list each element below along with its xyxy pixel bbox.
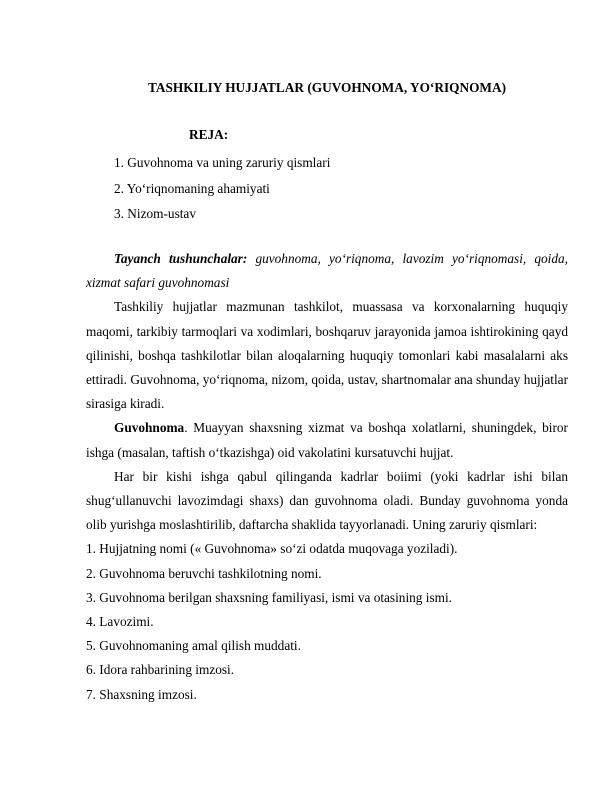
definition-paragraph [86, 416, 568, 464]
list-item: 3. Guvohnoma berilgan shaxsning familiyasi, ismi va otasining ismi. [86, 589, 452, 605]
required-parts-list [86, 537, 568, 706]
definition-text: . Muayyan shaxsning xizmat va boshqa xolatlarni, shuningdek, biror ishga (masalan, taftish o‘tkazishga) oid vakolatini kursatuvchi hujjat. [86, 420, 568, 460]
plan-item: 1. Guvohnoma va uning zaruriy qismlari [114, 155, 331, 170]
document-title: TASHKILIY HUJJATLAR (GUVOHNOMA, YO‘RIQNOMA) [147, 80, 506, 95]
list-item: 1. Hujjatning nomi (« Guvohnoma» so‘zi odatda muqovaga yoziladi). [86, 541, 458, 557]
plan-list [114, 150, 330, 227]
list-item: 7. Shaxsning imzosi. [86, 686, 197, 702]
definition-term: Guvohnoma [114, 420, 185, 436]
list-item: 6. Idora rahbarining imzosi. [86, 662, 235, 678]
document-body [86, 247, 568, 707]
list-item: 5. Guvohnomaning amal qilish muddati. [86, 638, 301, 654]
list-item: 2. Guvohnoma beruvchi tashkilotning nomi. [86, 565, 322, 581]
intro-paragraph: Tashkiliy hujjatlar mazmunan tashkilot, muassasa va korxonalarning huquqiy maqomi, tarkibiy tarmoqlari va xodimlari, boshqaruv jarayonida jamoa ishtirokining qayd qilinishi, boshqa tashkilotlar bilan aloqalarning huquqiy tomonlari kabi masalalarni aks ettiradi. Guvohnoma, yo‘riqnoma, nizom, qoida, ustav, shartnomalar ana shunday hujjatlar sirasiga kiradi. [86, 299, 568, 412]
key-concepts-label: Tayanch tushunchalar: [114, 251, 248, 266]
issuance-paragraph: Har bir kishi ishga qabul qilinganda kadrlar boiimi (yoki kadrlar ishi bilan shug‘ullanuvchi lavozimdagi shaxs) dan guvohnoma oladi. Bunday guvohnoma yonda olib yurishga moslashtirilib, daftarcha shaklida tayyorlanadi. Uning zaruriy qismlari: [86, 468, 568, 533]
list-item: 4. Lavozimi. [86, 614, 154, 630]
plan-item: 3. Nizom-ustav [114, 206, 196, 221]
plan-heading: REJA: [189, 127, 229, 142]
key-concepts-text: guvohnoma, yo‘riqnoma, lavozim yo‘riqnomasi, qoida, xizmat safari guvohnomasi [86, 251, 568, 291]
key-concepts-paragraph [86, 247, 568, 295]
plan-item: 2. Yo‘riqnomaning ahamiyati [114, 180, 270, 196]
